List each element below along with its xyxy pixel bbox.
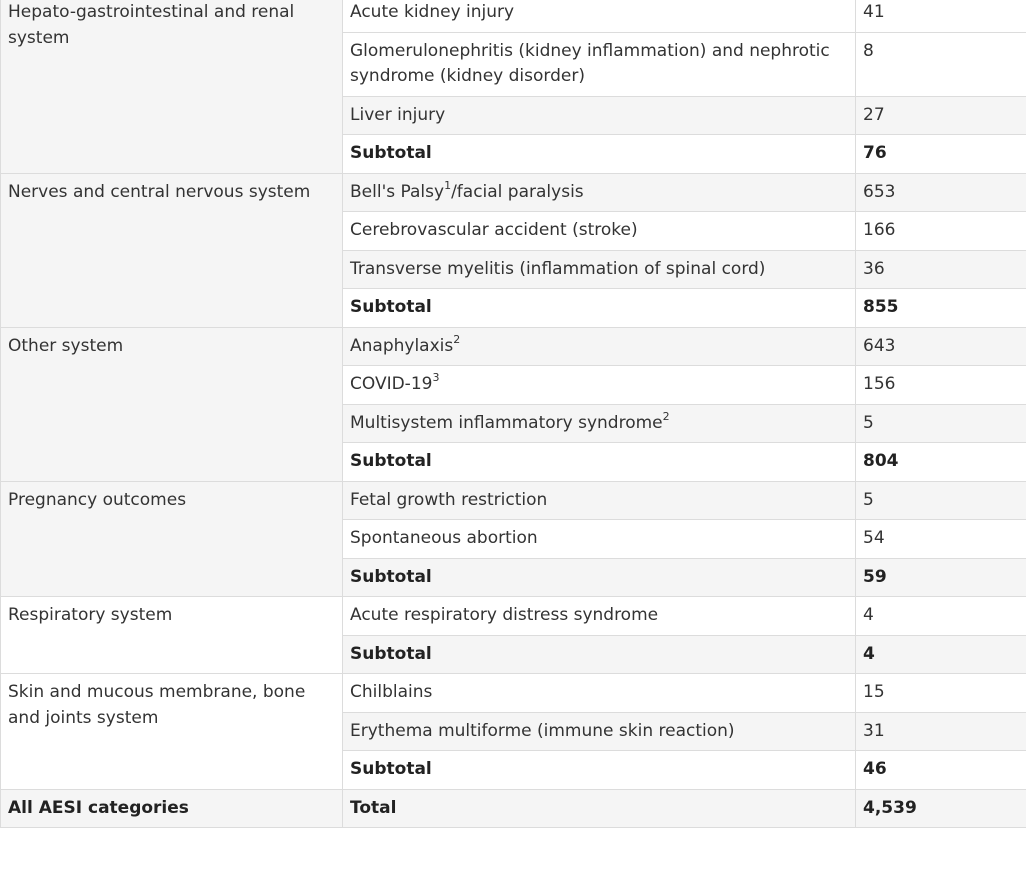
subtotal-label: Subtotal [343,751,856,790]
event-cell: Acute respiratory distress syndrome [343,597,856,636]
event-text-suffix: /facial paralysis [451,181,584,202]
count-cell: 31 [856,712,1026,751]
event-cell: Spontaneous abortion [343,520,856,559]
subtotal-value: 804 [856,443,1026,482]
footnote-marker: 1 [444,178,452,192]
count-cell: 54 [856,520,1026,559]
event-text: Multisystem inflammatory syndrome [350,412,663,433]
category-cell: Skin and mucous membrane, bone and joints system [1,674,343,790]
event-cell: Liver injury [343,96,856,135]
subtotal-label: Subtotal [343,443,856,482]
table-row [1,327,1026,366]
table-row [1,173,1026,212]
event-text: COVID-19 [350,374,433,394]
category-cell: Pregnancy outcomes [1,481,343,597]
event-cell [343,173,856,212]
count-cell: 643 [856,327,1026,366]
event-text: Bell's Palsy [350,181,445,202]
event-cell: Erythema multiforme (immune skin reaction) [343,712,856,751]
footnote-marker: 2 [453,332,461,346]
subtotal-value: 76 [856,135,1026,174]
category-cell: Hepato-gastrointestinal and renal system [1,0,343,173]
event-cell: Glomerulonephritis (kidney inflammation) and nephrotic syndrome (kidney disorder) [343,32,856,96]
category-cell: Respiratory system [1,597,343,674]
count-cell: 166 [856,212,1026,251]
total-label: Total [343,789,856,828]
event-cell: Transverse myelitis (inflammation of spinal cord) [343,250,856,289]
count-cell: 653 [856,173,1026,212]
event-cell [343,327,856,366]
count-cell: 4 [856,597,1026,636]
table-row [1,0,1026,32]
count-cell: 156 [856,366,1026,405]
subtotal-value: 46 [856,751,1026,790]
total-category: All AESI categories [1,789,343,828]
category-cell: Nerves and central nervous system [1,173,343,327]
subtotal-label: Subtotal [343,135,856,174]
event-cell [343,404,856,443]
subtotal-value: 59 [856,558,1026,597]
count-cell: 5 [856,481,1026,520]
footnote-marker: 2 [662,409,670,423]
total-row [1,789,1026,828]
subtotal-label: Subtotal [343,558,856,597]
subtotal-label: Subtotal [343,289,856,328]
table-row [1,481,1026,520]
count-cell: 36 [856,250,1026,289]
table-row [1,597,1026,636]
category-cell: Other system [1,327,343,481]
footnote-marker: 3 [432,371,440,385]
count-cell: 5 [856,404,1026,443]
subtotal-label: Subtotal [343,635,856,674]
table-row [1,674,1026,713]
count-cell: 8 [856,32,1026,96]
count-cell: 27 [856,96,1026,135]
event-cell: Cerebrovascular accident (stroke) [343,212,856,251]
event-text: Anaphylaxis [350,335,454,356]
count-cell: 41 [856,0,1026,32]
subtotal-value: 855 [856,289,1026,328]
event-cell: Acute kidney injury [343,0,856,32]
total-value: 4,539 [856,789,1026,828]
subtotal-value: 4 [856,635,1026,674]
event-cell [343,366,856,405]
event-cell: Chilblains [343,674,856,713]
count-cell: 15 [856,674,1026,713]
event-cell: Fetal growth restriction [343,481,856,520]
